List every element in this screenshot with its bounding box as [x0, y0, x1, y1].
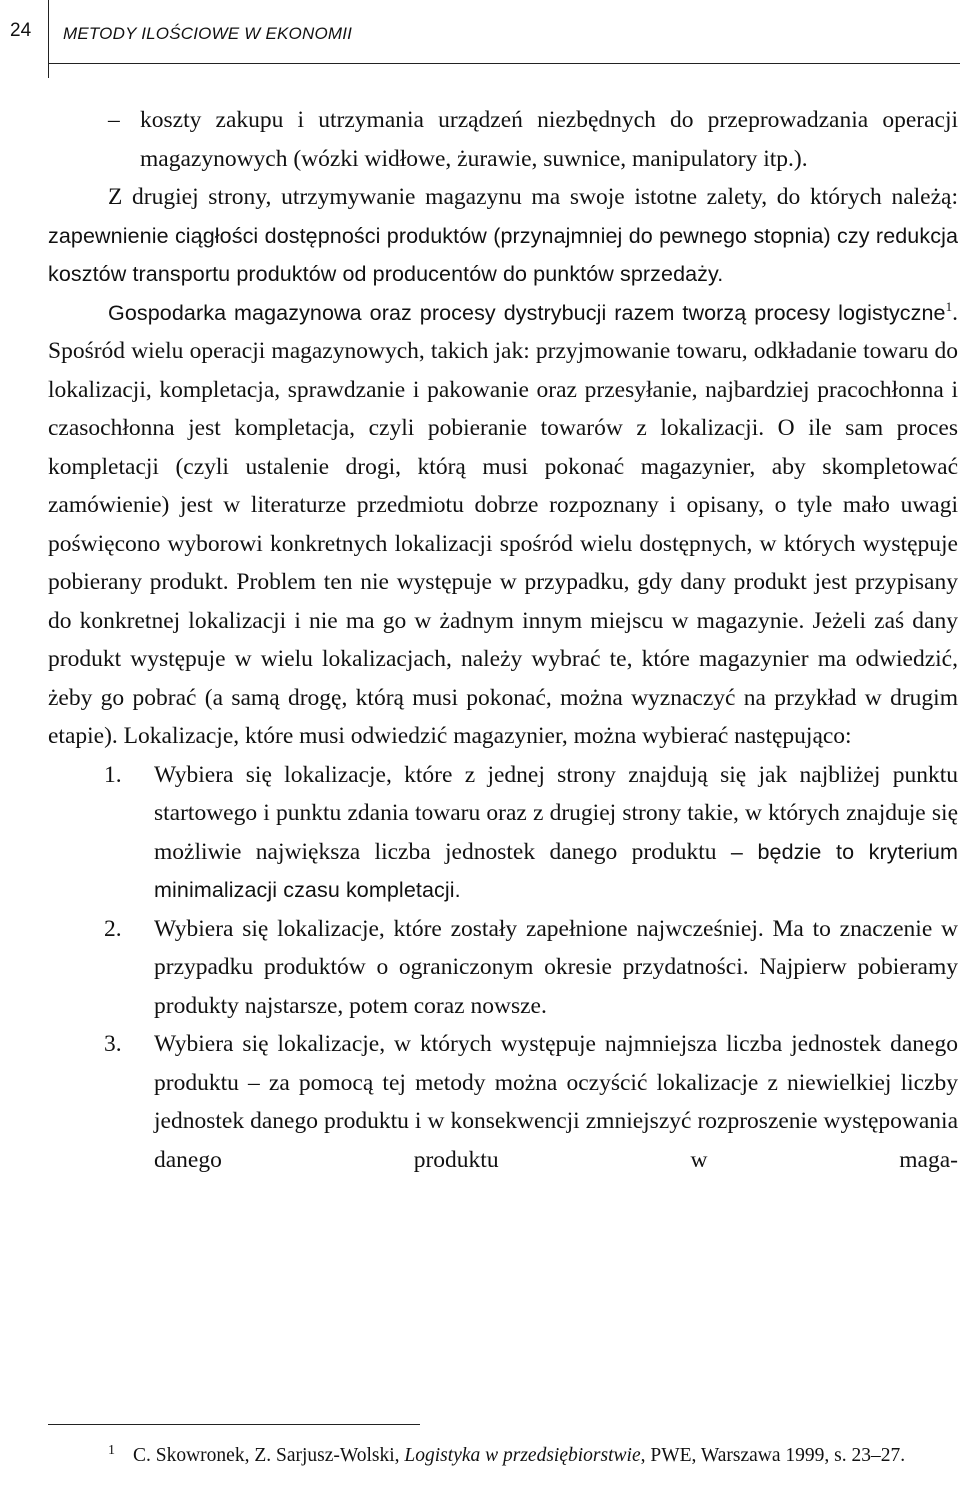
paragraph-advantages-sans: zapewnienie ciągłości dostępności produktów (przynajmniej do pewnego stopnia) czy redukcja kosztów transportu produktów od producentów do punktów sprzedaży. — [48, 223, 958, 286]
list-item-number: 2. — [104, 915, 122, 942]
footnote — [48, 1436, 958, 1470]
header-vertical-rule — [48, 0, 49, 78]
body-text — [48, 101, 958, 1179]
footnote-book-title: Logistyka w przedsiębiorstwie — [404, 1445, 641, 1466]
paragraph-advantages — [48, 178, 958, 294]
list-item-text: Wybiera się lokalizacje, które z jednej strony znajdują się jak najbliżej punktu startowego i punktu zdania towaru oraz z drugiej strony takie, w których znajduje się możliwie największa liczba jednostek danego produktu — [154, 761, 958, 865]
header-horizontal-rule — [48, 63, 960, 64]
list-item — [48, 1025, 958, 1179]
paragraph-logistics-sans: Gospodarka magazynowa oraz procesy dystrybucji razem tworzą procesy logistyczne — [108, 300, 946, 325]
footnote-mark: 1 — [108, 1443, 115, 1458]
list-item-number: 1. — [104, 761, 122, 788]
list-item-text: Wybiera się lokalizacje, w których występuje najmniejsza liczba jednostek danego produktu – za pomocą tej metody można oczyścić lokalizacje z niewielkiej liczby jednostek danego produktu i w konsekwencji zmniejszyć rozproszenie występowania danego produktu w maga- — [154, 1031, 958, 1173]
list-item-text: Wybiera się lokalizacje, które zostały zapełnione najwcześniej. Ma to znaczenie w przypadku produktów o ograniczonym okresie przydatności. Najpierw pobieramy produkty najstarsze, potem coraz nowsze. — [154, 915, 958, 1019]
footnote-publication: , PWE, Warszawa 1999, s. 23–27. — [640, 1445, 906, 1466]
list-item-number: 3. — [104, 1031, 122, 1057]
page-number: 24 — [10, 20, 32, 41]
footnote-reference[interactable]: 1 — [945, 298, 953, 314]
list-item-text-sans: – będzie to kryterium minimalizacji czasu kompletacji. — [154, 839, 958, 902]
paragraph-logistics — [48, 294, 958, 756]
bullet-item — [48, 101, 958, 178]
list-item — [48, 910, 958, 1026]
footnote-authors: C. Skowronek, Z. Sarjusz-Wolski, — [133, 1445, 405, 1466]
paragraph-advantages-serif: Z drugiej strony, utrzymywanie magazynu ma swoje istotne zalety, do których należą: — [108, 184, 958, 210]
list-item — [48, 756, 958, 910]
bullet-text: koszty zakupu i utrzymania urządzeń niezbędnych do przeprowadzania operacji magazynowych (wózki widłowe, żurawie, suwnice, manipulatory itp.). — [140, 107, 958, 172]
footnote-rule — [48, 1424, 420, 1425]
bullet-dash: – — [108, 107, 120, 133]
running-title: METODY ILOŚCIOWE W EKONOMII — [63, 24, 353, 43]
paragraph-logistics-serif: . Spośród wielu operacji magazynowych, takich jak: przyjmowanie towaru, odkładanie towaru do lokalizacji, kompletacja, sprawdzanie i pakowanie oraz przesyłanie, najbardziej pracochłonna i czasochłonna jest kompletacja, czyli pobieranie towarów z lokalizacji. O ile sam proces kompletacji (czyli ustalenie drogi, którą musi pokonać magazynier, aby skompletować zamówienie) jest w literaturze przedmiotu dobrze rozpoznany i opisany, o tyle mało uwagi poświęcono wyborowi konkretnych lokalizacji spośród wielu dostępnych, w których występuje pobierany produkt. Problem ten nie występuje w przypadku, gdy dany produkt jest przypisany do konkretnej lokalizacji i nie ma go w żadnym innym miejscu w magazynie. Jeżeli zaś dany produkt występuje w wielu lokalizacjach, należy wybrać te, które magazynier ma odwiedzić, żeby go pobrać (a samą drogę, którą musi pokonać, można wyznaczyć na przykład w drugim etapie). Lokalizacje, które musi odwiedzić magazynier, można wybierać następująco: — [48, 299, 958, 749]
